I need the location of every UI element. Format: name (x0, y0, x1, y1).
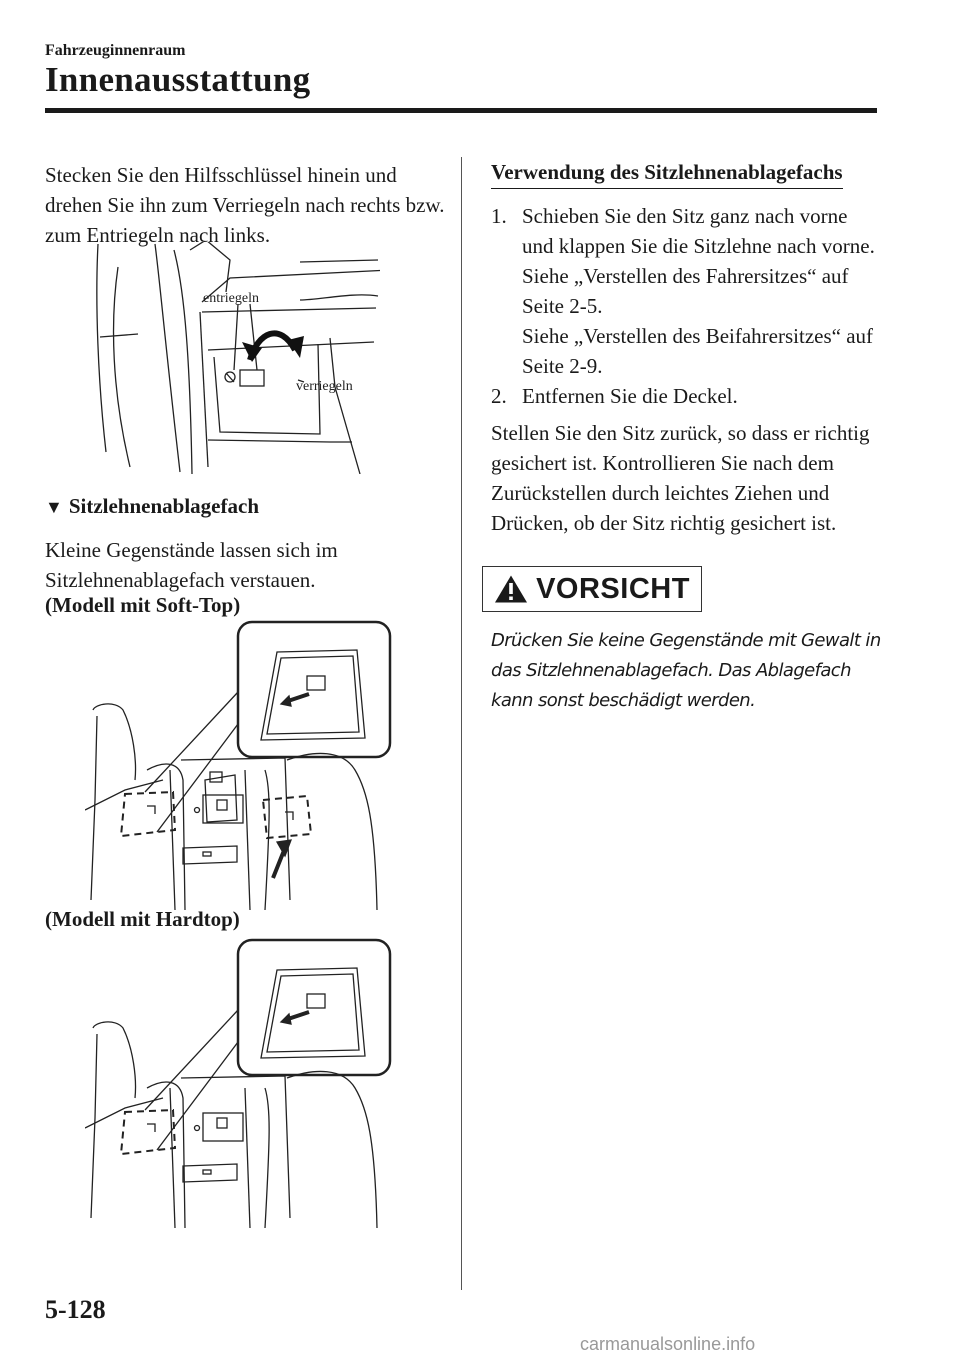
title-rule (45, 108, 877, 113)
steps-list (491, 201, 883, 411)
soft-top-label: (Modell mit Soft-Top) (45, 593, 241, 617)
page-reference: Siehe „Verstellen des Beifahrersitzes“ auf Seite 2-9. (522, 324, 874, 378)
key-lock-illustration (90, 242, 380, 474)
page-title: Innenausstattung (45, 60, 311, 99)
triangle-down-icon: ▼ (45, 497, 63, 517)
page-reference: Siehe „Verstellen des Fahrersitzes“ auf Seite 2-5. (522, 264, 849, 318)
caution-box (482, 566, 702, 612)
column-divider (461, 157, 462, 1290)
storage-description: Kleine Gegenstände lassen sich im Sitzlehnenablagefach verstauen. (45, 538, 338, 592)
hardtop-seat-storage-illustration (85, 938, 395, 1228)
list-item: 1. Schieben Sie den Sitz ganz nach vorne und klappen Sie die Sitzlehne nach vorne. Siehe „Verstellen des Fahrersitzes“ auf Seite 2-5. Siehe „Verstellen des Beifahrersitzes“ auf Seite 2-9. (491, 201, 883, 381)
watermark: carmanualsonline.info (580, 1334, 756, 1354)
lock-label: verriegeln (296, 379, 353, 394)
section-subheading: ▼ Sitzlehnenablagefach (45, 494, 259, 518)
unlock-label: entriegeln (203, 291, 259, 306)
intro-text: Stecken Sie den Hilfsschlüssel hinein und drehen Sie ihn zum Verriegeln nach rechts bzw. zum Entriegeln nach links. (45, 163, 445, 247)
hardtop-label: (Modell mit Hardtop) (45, 907, 240, 931)
soft-top-seat-storage-illustration (85, 620, 395, 910)
caution-text: Drücken Sie keine Gegenstände mit Gewalt in das Sitzlehnenablagefach. Das Ablagefach kann sonst beschädigt werden. (491, 630, 881, 711)
after-text: Stellen Sie den Sitz zurück, so dass er richtig gesichert ist. Kontrollieren Sie nach dem Zurückstellen durch leichtes Ziehen und Drücken, ob der Sitz richtig gesichert ist. (491, 421, 870, 535)
list-item: 2. Entfernen Sie die Deckel. (491, 384, 738, 408)
section-kicker: Fahrzeuginnenraum (45, 42, 186, 59)
caution-label: VORSICHT (536, 572, 690, 605)
usage-heading: Verwendung des Sitzlehnenablagefachs (491, 160, 843, 189)
page-number: 5-128 (45, 1295, 106, 1324)
warning-triangle-icon (494, 574, 528, 604)
